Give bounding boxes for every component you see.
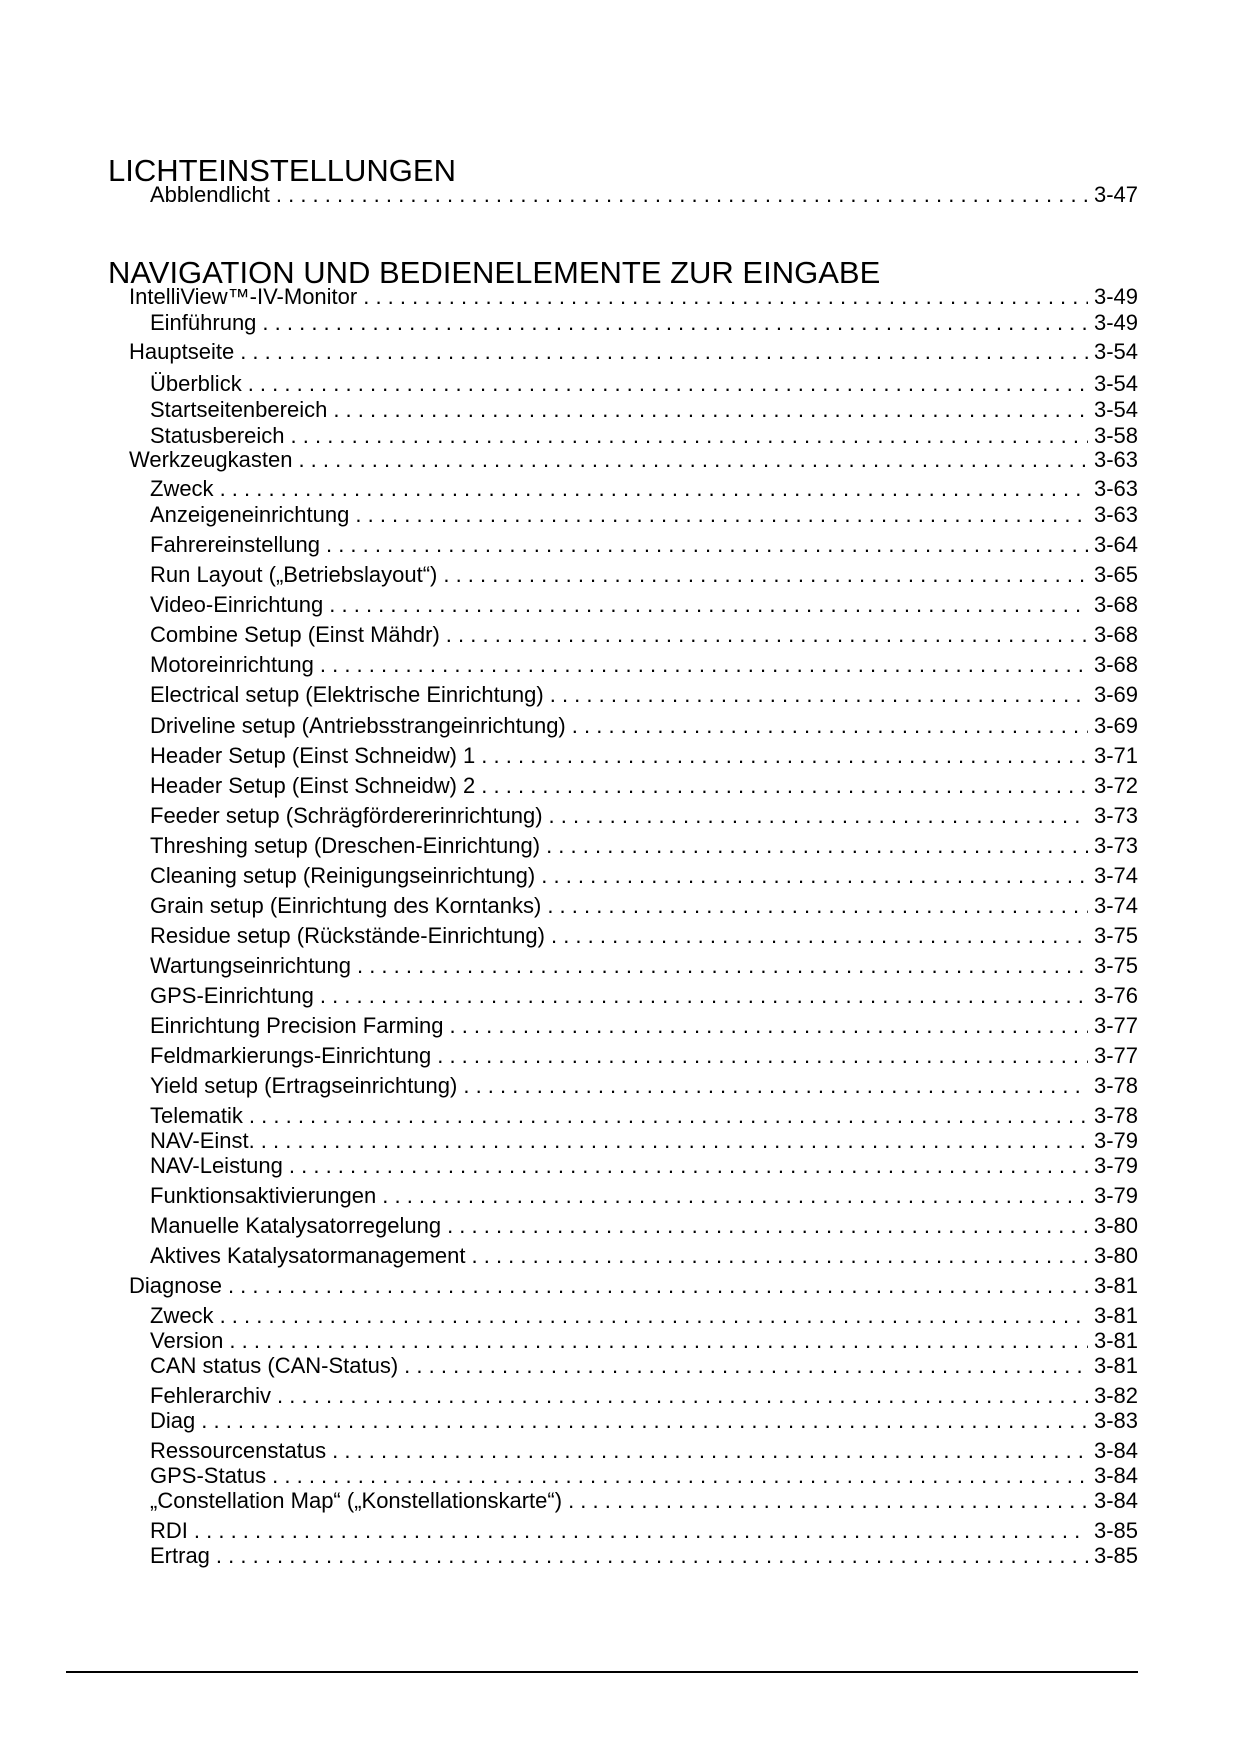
toc-entry-label: Electrical setup (Elektrische Einrichtung) [150,682,544,707]
toc-entry-label: GPS-Status [150,1463,267,1488]
toc-entry-page: 3-85 [1093,1518,1138,1543]
dot-leader [298,447,1088,473]
toc-entry-label: Überblick [150,371,242,396]
toc-entry-label: Version [150,1328,224,1353]
toc-entry[interactable] [150,803,1138,829]
dot-leader [382,1183,1088,1209]
dot-leader [572,713,1088,739]
toc-entry-page: 3-78 [1093,1103,1138,1128]
dot-leader [248,371,1088,397]
dot-leader [220,476,1088,502]
toc-entry-page: 3-49 [1093,284,1138,309]
toc-entry-label: Einrichtung Precision Farming [150,1013,444,1038]
toc-entry[interactable] [150,682,1138,708]
dot-leader [355,502,1088,528]
toc-entry-page: 3-75 [1093,953,1138,978]
toc-entry-page: 3-76 [1093,983,1138,1008]
toc-entry-page: 3-49 [1093,310,1138,335]
toc-entry[interactable] [150,622,1138,648]
toc-entry-page: 3-58 [1093,423,1138,448]
toc-entry[interactable] [150,652,1138,678]
toc-entry-page: 3-83 [1093,1408,1138,1433]
dot-leader [363,284,1088,310]
toc-entry-label: Header Setup (Einst Schneidw) 2 [150,773,476,798]
toc-entry[interactable] [150,983,1138,1009]
dot-leader [272,1463,1088,1489]
section-title: LICHTEINSTELLUNGEN [108,153,456,188]
dot-leader [443,562,1088,588]
dot-leader [228,1273,1088,1299]
dot-leader [541,863,1088,889]
toc-entry-label: Ressourcenstatus [150,1438,327,1463]
toc-entry[interactable] [150,923,1138,949]
dot-leader [332,1438,1088,1464]
dot-leader [326,532,1088,558]
toc-entry-page: 3-84 [1093,1488,1138,1513]
toc-entry-label: Ertrag [150,1543,210,1568]
dot-leader [549,803,1088,829]
toc-entry[interactable] [150,1463,1138,1489]
toc-entry-page: 3-68 [1093,652,1138,677]
toc-entry-page: 3-47 [1093,182,1138,207]
dot-leader [463,1073,1088,1099]
dot-leader [472,1243,1088,1269]
toc-entry-label: Residue setup (Rückstände-Einrichtung) [150,923,545,948]
toc-entry[interactable] [150,1438,1138,1464]
toc-entry-page: 3-63 [1093,476,1138,501]
toc-entry-label: Threshing setup (Dreschen-Einrichtung) [150,833,541,858]
toc-entry-label: Header Setup (Einst Schneidw) 1 [150,743,476,768]
toc-entry[interactable] [150,1103,1138,1129]
toc-entry[interactable] [150,1353,1138,1379]
toc-entry[interactable] [150,1183,1138,1209]
toc-entry[interactable] [129,284,1138,310]
toc-entry[interactable] [150,592,1138,618]
toc-entry-label: NAV-Einst. [150,1128,255,1153]
toc-entry-page: 3-69 [1093,682,1138,707]
dot-leader [446,622,1088,648]
dot-leader [320,983,1088,1009]
toc-entry[interactable] [150,1328,1138,1354]
dot-leader [404,1353,1088,1379]
toc-entry[interactable] [150,397,1138,423]
toc-entry-page: 3-82 [1093,1383,1138,1408]
toc-entry[interactable] [129,1273,1138,1299]
toc-entry[interactable] [150,562,1138,588]
toc-entry-label: Grain setup (Einrichtung des Korntanks) [150,893,542,918]
toc-entry-label: Driveline setup (Antriebsstrangeinrichtung) [150,713,566,738]
toc-entry[interactable] [150,953,1138,979]
dot-leader [447,1213,1088,1239]
toc-entry-page: 3-63 [1093,502,1138,527]
dot-leader [333,397,1088,423]
toc-entry-page: 3-79 [1093,1153,1138,1178]
toc-entry[interactable] [150,1488,1138,1514]
toc-entry-page: 3-73 [1093,803,1138,828]
toc-entry[interactable] [129,339,1138,365]
toc-entry-label: Feldmarkierungs-Einrichtung [150,1043,432,1068]
toc-entry-page: 3-73 [1093,833,1138,858]
toc-entry[interactable] [129,447,1138,473]
toc-entry-page: 3-65 [1093,562,1138,587]
toc-entry-label: Zweck [150,476,214,501]
toc-entry[interactable] [150,713,1138,739]
toc-entry-page: 3-85 [1093,1543,1138,1568]
dot-leader [550,682,1088,708]
dot-leader [261,1128,1088,1154]
toc-entry-page: 3-75 [1093,923,1138,948]
toc-entry[interactable] [150,1303,1138,1329]
toc-entry[interactable] [150,1243,1138,1269]
dot-leader [551,923,1088,949]
toc-entry-label: Diag [150,1408,196,1433]
toc-entry[interactable] [150,1408,1138,1434]
toc-entry-label: Funktionsaktivierungen [150,1183,377,1208]
dot-leader [229,1328,1088,1354]
toc-entry[interactable] [150,423,1138,449]
toc-entry-label: Telematik [150,1103,243,1128]
toc-entry-page: 3-54 [1093,339,1138,364]
toc-entry-page: 3-77 [1093,1013,1138,1038]
dot-leader [449,1013,1087,1039]
toc-entry-page: 3-78 [1093,1073,1138,1098]
dot-leader [568,1488,1088,1514]
toc-entry-label: Startseitenbereich [150,397,328,422]
toc-entry-label: GPS-Einrichtung [150,983,314,1008]
toc-entry-page: 3-54 [1093,371,1138,396]
toc-entry[interactable] [150,1073,1138,1099]
dot-leader [437,1043,1088,1069]
toc-entry-label: Combine Setup (Einst Mähdr) [150,622,440,647]
toc-entry-page: 3-79 [1093,1183,1138,1208]
toc-entry[interactable] [150,532,1138,558]
toc-entry-label: Anzeigeneinrichtung [150,502,350,527]
toc-entry-label: Abblendlicht [150,182,270,207]
toc-entry[interactable] [150,1543,1138,1569]
toc-entry[interactable] [150,1153,1138,1179]
toc-entry[interactable] [150,182,1138,208]
toc-entry-page: 3-81 [1093,1303,1138,1328]
toc-entry-page: 3-79 [1093,1128,1138,1153]
toc-entry-page: 3-63 [1093,447,1138,472]
toc-entry-label: Fahrereinstellung [150,532,320,557]
section-title: NAVIGATION UND BEDIENELEMENTE ZUR EINGABE [108,255,881,290]
toc-entry-page: 3-84 [1093,1438,1138,1463]
toc-entry-label: Run Layout („Betriebslayout“) [150,562,438,587]
footer-rule [66,1671,1138,1673]
toc-entry-page: 3-81 [1093,1273,1138,1298]
toc-entry-label: Feeder setup (Schrägfördererinrichtung) [150,803,543,828]
toc-entry-label: Aktives Katalysatormanagement [150,1243,466,1268]
toc-entry-label: Diagnose [129,1273,222,1298]
toc-entry-label: Motoreinrichtung [150,652,314,677]
dot-leader [357,953,1088,979]
toc-entry-label: Cleaning setup (Reinigungseinrichtung) [150,863,536,888]
toc-entry-label: Zweck [150,1303,214,1328]
toc-entry-page: 3-64 [1093,532,1138,557]
toc-entry[interactable] [150,773,1138,799]
toc-entry-label: CAN status (CAN-Status) [150,1353,399,1378]
toc-entry-page: 3-80 [1093,1243,1138,1268]
dot-leader [240,339,1088,365]
toc-entry-page: 3-54 [1093,397,1138,422]
toc-entry[interactable] [150,476,1138,502]
dot-leader [547,893,1088,919]
dot-leader [320,652,1088,678]
dot-leader [481,773,1088,799]
toc-entry-label: Yield setup (Ertragseinrichtung) [150,1073,458,1098]
toc-entry-page: 3-81 [1093,1328,1138,1353]
toc-entry-label: „Constellation Map“ („Konstellationskarte“) [150,1488,563,1513]
dot-leader [262,310,1088,336]
toc-entry-page: 3-72 [1093,773,1138,798]
dot-leader [216,1543,1088,1569]
toc-entry-page: 3-71 [1093,743,1138,768]
toc-entry-label: Statusbereich [150,423,285,448]
toc-entry-page: 3-81 [1093,1353,1138,1378]
toc-entry[interactable] [150,1518,1138,1544]
toc-entry-page: 3-69 [1093,713,1138,738]
dot-leader [201,1408,1088,1434]
toc-entry-label: NAV-Leistung [150,1153,283,1178]
toc-entry[interactable] [150,863,1138,889]
dot-leader [481,743,1088,769]
dot-leader [546,833,1088,859]
toc-entry-page: 3-74 [1093,863,1138,888]
toc-entry-page: 3-74 [1093,893,1138,918]
toc-entry-label: Fehlerarchiv [150,1383,272,1408]
toc-entry[interactable] [150,310,1138,336]
toc-entry-page: 3-80 [1093,1213,1138,1238]
toc-entry[interactable] [150,743,1138,769]
dot-leader [277,1383,1088,1409]
toc-entry[interactable] [150,893,1138,919]
dot-leader [291,423,1088,449]
dot-leader [289,1153,1088,1179]
toc-entry-page: 3-84 [1093,1463,1138,1488]
dot-leader [220,1303,1088,1329]
toc-entry[interactable] [150,371,1138,397]
toc-entry-label: RDI [150,1518,188,1543]
toc-entry-label: IntelliView™-IV-Monitor [129,284,358,309]
toc-entry-label: Hauptseite [129,339,235,364]
toc-entry[interactable] [150,502,1138,528]
toc-entry-label: Manuelle Katalysatorregelung [150,1213,442,1238]
toc-entry[interactable] [150,1213,1138,1239]
toc-entry[interactable] [150,833,1138,859]
toc-entry-page: 3-68 [1093,592,1138,617]
toc-entry-label: Wartungseinrichtung [150,953,351,978]
toc-entry-label: Einführung [150,310,257,335]
toc-entry-page: 3-77 [1093,1043,1138,1068]
dot-leader [194,1518,1088,1544]
dot-leader [276,182,1088,208]
toc-entry[interactable] [150,1013,1138,1039]
dot-leader [249,1103,1088,1129]
toc-entry[interactable] [150,1128,1138,1154]
toc-entry-label: Werkzeugkasten [129,447,293,472]
toc-entry-page: 3-68 [1093,622,1138,647]
toc-entry[interactable] [150,1043,1138,1069]
toc-entry-label: Video-Einrichtung [150,592,324,617]
toc-entry[interactable] [150,1383,1138,1409]
dot-leader [329,592,1088,618]
